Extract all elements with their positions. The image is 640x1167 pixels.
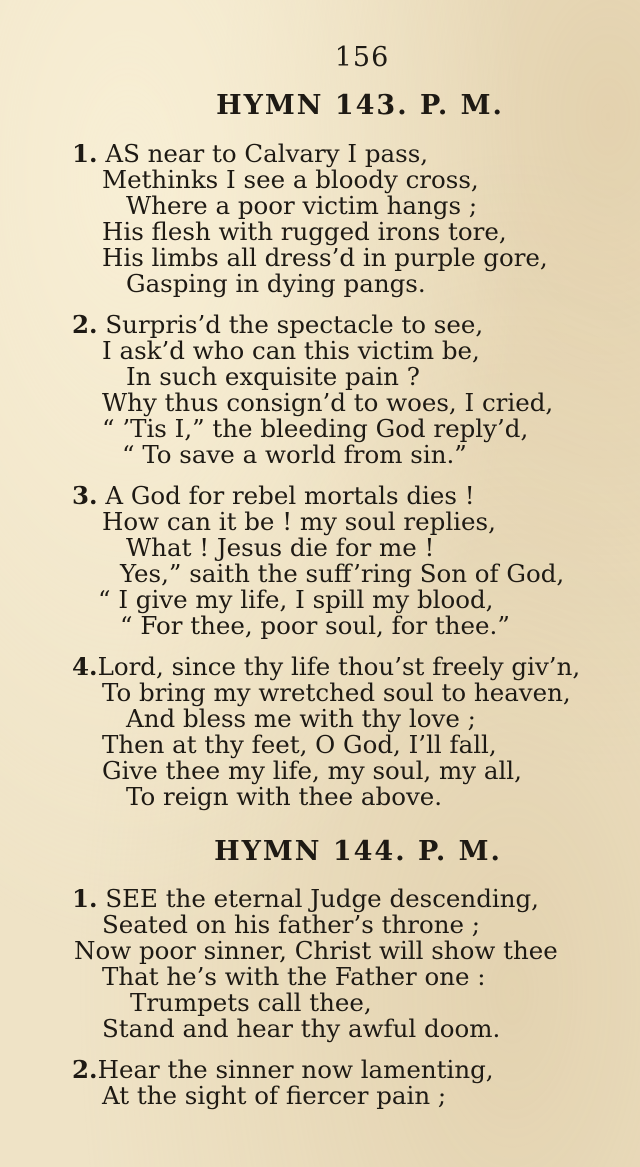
verse-line: Why thus consign’d to woes, I cried, — [102, 388, 554, 417]
stanza-line — [72, 312, 483, 338]
stanza-number: 3. — [72, 481, 98, 510]
verse-line: His flesh with rugged irons tore, — [102, 217, 507, 246]
verse-line: “ I give my life, I spill my blood, — [98, 585, 494, 614]
hymn-143-title: HYMN 143. P. M. — [216, 90, 504, 121]
stanza-number: 2. — [72, 1055, 98, 1084]
verse-line: That he’s with the Father one : — [102, 962, 486, 991]
verse-line: Stand and hear thy awful doom. — [102, 1014, 501, 1043]
page-number: 156 — [334, 42, 390, 73]
verse-text: SEE the eternal Judge descending, — [105, 884, 539, 913]
verse-line: Gasping in dying pangs. — [126, 269, 426, 298]
stanza-number: 2. — [72, 310, 98, 339]
verse-text: Surpris’d the spectacle to see, — [105, 310, 484, 339]
verse-line: Methinks I see a bloody cross, — [102, 165, 479, 194]
verse-line: At the sight of fiercer pain ; — [102, 1081, 447, 1110]
stanza-line — [72, 886, 539, 912]
verse-line: “ ’Tis I,” the bleeding God reply’d, — [102, 414, 529, 443]
stanza-number: 1. — [72, 139, 98, 168]
verse-line: To reign with thee above. — [126, 782, 443, 811]
stanza-line — [72, 483, 475, 509]
verse-line: “ To save a world from sin.” — [122, 440, 467, 469]
verse-line: What ! Jesus die for me ! — [126, 533, 435, 562]
stanza-number: 1. — [72, 884, 98, 913]
verse-text: Hear the sinner now lamenting, — [97, 1055, 494, 1084]
stanza-line — [72, 141, 428, 167]
stanza-line — [72, 654, 580, 680]
verse-line: Trumpets call thee, — [130, 988, 372, 1017]
verse-line: And bless me with thy love ; — [126, 704, 476, 733]
verse-line: I ask’d who can this victim be, — [102, 336, 480, 365]
stanza-number: 4. — [72, 652, 98, 681]
verse-line: Where a poor victim hangs ; — [126, 191, 478, 220]
verse-line: Seated on his father’s throne ; — [102, 910, 481, 939]
verse-text: Lord, since thy life thou’st freely giv’n, — [97, 652, 581, 681]
verse-text: AS near to Calvary I pass, — [105, 139, 429, 168]
verse-line: To bring my wretched soul to heaven, — [102, 678, 571, 707]
stanza-line — [72, 1057, 494, 1083]
verse-line: In such exquisite pain ? — [126, 362, 420, 391]
verse-line: Give thee my life, my soul, my all, — [102, 756, 522, 785]
verse-line: “ For thee, poor soul, for thee.” — [120, 611, 510, 640]
verse-line: Now poor sinner, Christ will show thee — [74, 936, 558, 965]
hymn-144-title: HYMN 144. P. M. — [214, 836, 502, 867]
verse-line: How can it be ! my soul replies, — [102, 507, 496, 536]
verse-line: Then at thy feet, O God, I’ll fall, — [102, 730, 497, 759]
verse-text: A God for rebel mortals dies ! — [105, 481, 475, 510]
verse-line: His limbs all dress’d in purple gore, — [102, 243, 548, 272]
verse-line: Yes,” saith the suff’ring Son of God, — [120, 559, 565, 588]
